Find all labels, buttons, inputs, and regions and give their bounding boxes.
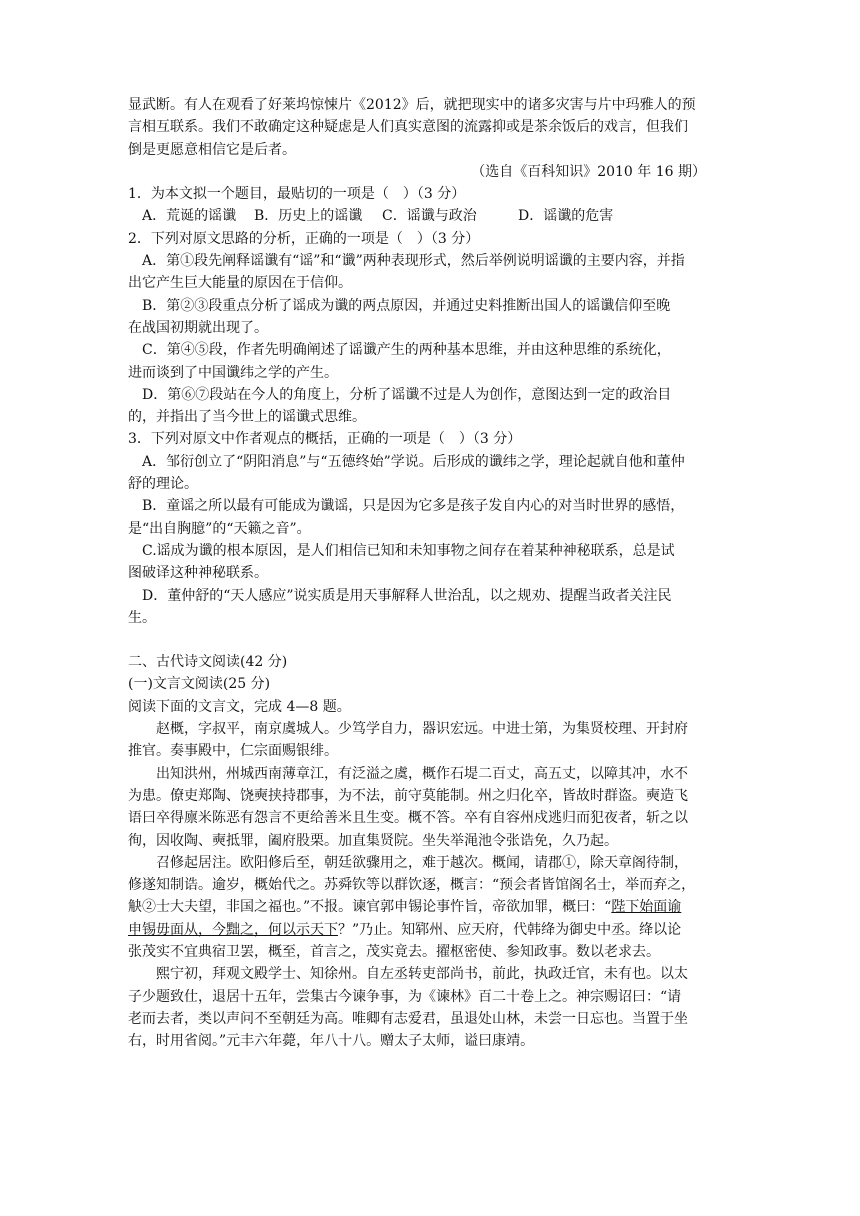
underlined-sentence-part-1: 陛下始面谕 <box>611 899 682 916</box>
question-2-stem: 2．下列对原文思路的分析，正确的一项是（ ）（3 分） <box>128 230 480 247</box>
classical-paragraph-1: 赵概，字叔平，南京虞城人。少笃学自力，器识宏远。中进士第，为集贤校理、开封府 推官。奏事殿中，仁宗面赐银绯。 <box>128 721 688 760</box>
classical-paragraph-3: 召修起居注。欧阳修后至，朝廷欲骤用之，难于越次。概闻，请郡①，除天章阁待制， 修遂知制诰。逾岁，概始代之。苏舜钦等以群饮逐，概言：“预会者皆馆阁名士，举而弃之， 觖②士大夫望，非国之福也。”不报。谏官郭申锡论事忤旨，帝欲加罪，概曰：“陛下始面谕 申锡毋面从，今黜之，何以示天下？”乃止。知郓州、应天府，代韩绛为御史中丞。绛以论 张茂实不宜典宿卫罢，概至，首言之，茂实竟去。擢枢密使、参知政事。数以老求去。 <box>128 854 696 960</box>
passage-tail <box>128 94 732 161</box>
section-title: 二、古代诗文阅读(42 分) <box>128 654 288 671</box>
q3-option-d[interactable]: D．董仲舒的“天人感应”说实质是用天事解释人世治乱，以之规劝、提醒当政者关注民 生。 <box>128 587 672 626</box>
q1-option-d[interactable]: D．谣谶的危害 <box>518 208 614 225</box>
question-1-options <box>128 205 732 227</box>
spacer <box>128 629 732 651</box>
q1-option-b[interactable]: B．历史上的谣谶 <box>254 208 363 225</box>
text-line: 倒是更愿意相信它是后者。 <box>128 141 296 158</box>
q2-option-b[interactable]: B．第②③段重点分析了谣成为谶的两点原因，并通过史料推断出国人的谣谶信仰至晚 在战国初期就出现了。 <box>128 297 671 336</box>
q3-option-a[interactable]: A．邹衍创立了“阴阳消息”与“五德终始”学说。后形成的谶纬之学，理论起就自他和董仲 舒的理论。 <box>128 453 685 493</box>
q1-option-a[interactable]: A．荒诞的谣谶 <box>142 208 237 225</box>
classical-paragraph-2: 出知洪州，州城西南薄章江，有泛溢之虞，概作石堤二百丈，高五丈，以障其冲，水不 为患。僚吏郑陶、饶奭挟持郡事，为不法，前守莫能制。州之归化卒，皆故时群盗。奭造飞 语曰卒得廪米陈恶有怨言不更给善米且生变。概不答。卒有自容州戍逃归而犯夜者，斩之以 徇，因收陶、奭抵罪，阖府股栗。加直集贤院。坐失举渑池令张诰免，久乃起。 <box>128 765 688 849</box>
q2-option-c[interactable]: C．第④⑤段，作者先明确阐述了谣谶产生的两种基本思维，并由这种思维的系统化， 进而谈到了中国谶纬之学的产生。 <box>128 342 671 381</box>
document-body <box>128 94 732 1052</box>
reading-instruction: 阅读下面的文言文，完成 4—8 题。 <box>128 698 351 715</box>
text-line: 显武断。有人在观看了好莱坞惊悚片《2012》后，就把现实中的诸多灾害与片中玛雅人的预 <box>128 97 696 113</box>
q1-option-c[interactable]: C．谣谶与政治 <box>382 208 477 225</box>
question-1-stem: 1．为本文拟一个题目，最贴切的一项是（ ）（3 分） <box>128 186 466 203</box>
subsection-title: (一)文言文阅读(25 分) <box>128 676 271 693</box>
classical-paragraph-4: 熙宁初，拜观文殿学士、知徐州。自左丞转吏部尚书，前此，执政迁官，未有也。以太 子少题致仕，退居十五年，尝集古今谏争事，为《谏林》百二十卷上之。神宗赐诏曰：“请 老而去者，类以声问不至朝廷为高。唯卿有志爱君，虽退处山林，未尝一日忘也。当置于坐 右，时用省阅。”元丰六年薨，年八十八。赠太子太师，谥曰康靖。 <box>128 966 688 1050</box>
passage-source: （选自《百科知识》2010 年 16 期） <box>471 163 706 180</box>
q2-option-d[interactable]: D．第⑥⑦段站在今人的角度上，分析了谣谶不过是人为创作，意图达到一定的政治目 的，并指出了当今世上的谣谶式思维。 <box>128 386 672 426</box>
text-line: 言相互联系。我们不敢确定这种疑虑是人们真实意图的流露抑或是茶余饭后的戏言，但我们 <box>128 119 688 136</box>
q2-option-a[interactable]: A．第①段先阐释谣谶有“谣”和“谶”两种表现形式，然后举例说明谣谶的主要内容，并指 出它产生巨大能量的原因在于信仰。 <box>128 253 685 292</box>
q3-option-c[interactable]: C.谣成为谶的根本原因，是人们相信已知和未知事物之间存在着某种神秘联系，总是试 图破译这种神秘联系。 <box>128 542 675 582</box>
q3-option-b[interactable]: B．童谣之所以最有可能成为谶谣，只是因为它多是孩子发自内心的对当时世界的感悟， 是“出自胸臆”的“天籁之音”。 <box>128 498 685 537</box>
question-3-stem: 3．下列对原文中作者观点的概括，正确的一项是（ ）（3 分） <box>128 431 522 448</box>
underlined-sentence-part-2: 申锡毋面从，今黜之，何以示天下 <box>128 921 338 938</box>
